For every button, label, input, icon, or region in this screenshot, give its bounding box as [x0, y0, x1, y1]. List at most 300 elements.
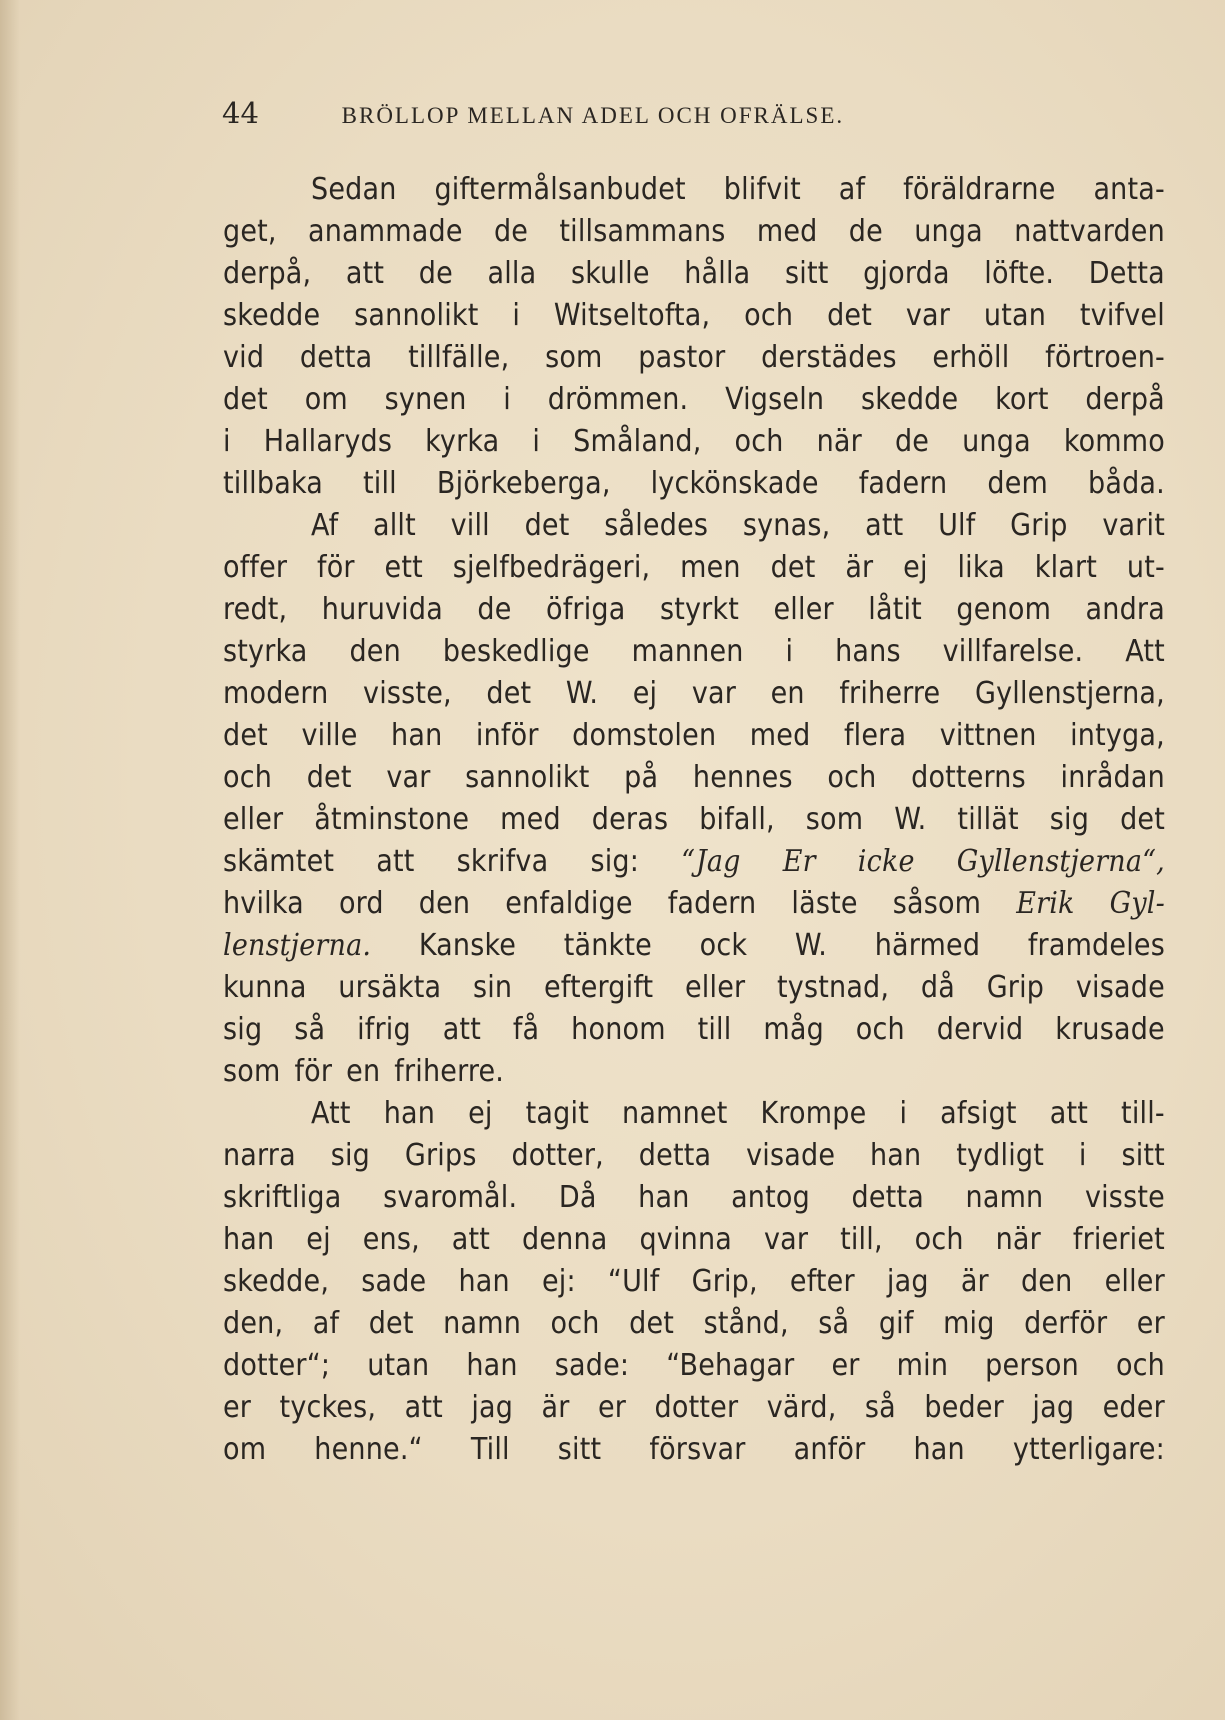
text-line [223, 253, 1165, 295]
word: sin [472, 970, 513, 1005]
word: som [545, 340, 603, 375]
word: Detta [1088, 256, 1165, 291]
text-line [223, 463, 1165, 505]
word: visste, [363, 676, 452, 711]
word: det [368, 1306, 414, 1341]
word: dotter [654, 1390, 739, 1425]
word: tystnad, [777, 970, 890, 1005]
word: pastor [638, 340, 726, 375]
word: vill [450, 508, 490, 543]
word: att [451, 1222, 491, 1257]
word: och [744, 298, 794, 333]
word: friherre [839, 676, 941, 711]
word: den, [223, 1306, 284, 1341]
word: dotter“; [223, 1348, 331, 1383]
word: nattvarden [1014, 214, 1165, 249]
word: allt [372, 508, 416, 543]
word: sannolikt [465, 760, 590, 795]
text-line [223, 1093, 1165, 1135]
word: med [756, 214, 818, 249]
word: så [818, 1306, 850, 1341]
word: antog [731, 1180, 810, 1215]
word: eller [685, 970, 746, 1005]
word: dotterns [911, 760, 1026, 795]
word: redt, [223, 592, 288, 627]
word: friherre. [394, 1054, 505, 1089]
word: ord [338, 886, 384, 921]
word: i [532, 424, 541, 459]
word: unga [962, 424, 1031, 459]
word: skedde, [223, 1264, 330, 1299]
word: läste [791, 886, 858, 921]
word: det [486, 676, 532, 711]
word: henne.“ [314, 1432, 423, 1467]
word: skulle [570, 256, 650, 291]
word: Gyllenstjerna, [974, 676, 1165, 711]
text-line [223, 211, 1165, 253]
word: derpå [1085, 382, 1165, 417]
word: han [458, 1264, 510, 1299]
word: sitt [1121, 1138, 1165, 1173]
word: är [845, 550, 874, 585]
text-line [223, 1345, 1165, 1387]
word: Krompe [760, 1096, 867, 1131]
word: det [629, 1306, 675, 1341]
word: jag [886, 1264, 929, 1299]
word: genom [956, 592, 1052, 627]
word: namn [443, 1306, 522, 1341]
word: Ulf [938, 508, 976, 543]
word: sade: [554, 1348, 630, 1383]
word: Witseltofta, [553, 298, 711, 333]
word: är [541, 1390, 570, 1425]
word: utan [367, 1348, 430, 1383]
word: qvinna [639, 1222, 733, 1257]
word: svaromål. [383, 1180, 518, 1215]
text-line [223, 337, 1165, 379]
word: W. [794, 928, 828, 963]
page-number: 44 [222, 96, 259, 130]
word: således [604, 508, 709, 543]
word: ej [306, 1222, 331, 1257]
word: sjelfbedrägeri, [452, 550, 651, 585]
text-line [223, 295, 1165, 337]
word: ett [384, 550, 423, 585]
text-line [223, 841, 1165, 883]
word: det [223, 718, 268, 753]
word: som [223, 1054, 281, 1089]
word: den [1020, 1264, 1073, 1299]
word: krusade [1055, 1012, 1165, 1047]
word: tillfälle, [408, 340, 510, 375]
word: dotter, [511, 1138, 604, 1173]
word: i [223, 424, 231, 459]
running-head [222, 96, 1042, 136]
word: i [899, 1096, 908, 1131]
word: det [306, 760, 352, 795]
text-line [223, 1219, 1165, 1261]
word: och [1115, 1348, 1165, 1383]
word: när [816, 424, 862, 459]
word: och [734, 424, 784, 459]
word: öfriga [546, 592, 626, 627]
word: om [223, 1432, 267, 1467]
word: få [512, 1012, 540, 1047]
word: sade [361, 1264, 427, 1299]
word: var [763, 1222, 809, 1257]
word: vid [223, 340, 265, 375]
word: eller [773, 592, 834, 627]
word: af [838, 172, 866, 207]
word: kort [995, 382, 1049, 417]
word: framdeles [1027, 928, 1165, 963]
text-line [223, 1429, 1165, 1471]
word: unga [914, 214, 983, 249]
word: båda. [1088, 466, 1165, 501]
word: på [624, 760, 659, 795]
word: skämtet [223, 844, 335, 879]
word: det [223, 382, 268, 417]
word: er [598, 1390, 627, 1425]
word: skedde [223, 298, 321, 333]
word: dervid [936, 1012, 1024, 1047]
word: er [223, 1390, 252, 1425]
word: dem [987, 466, 1049, 501]
text-line [223, 1303, 1165, 1345]
text-line [223, 169, 1165, 211]
word: Grip [986, 970, 1045, 1005]
word: det [827, 298, 873, 333]
word: W. [894, 802, 927, 837]
word: såsom [892, 886, 982, 921]
word: tillsammans [559, 214, 726, 249]
word: låtit [868, 592, 922, 627]
word: detta [299, 340, 373, 375]
word: var [691, 676, 737, 711]
word: ock [699, 928, 748, 963]
word: så [864, 1390, 896, 1425]
word: er [1136, 1306, 1165, 1341]
text-line [223, 1135, 1165, 1177]
word: derstädes [761, 340, 897, 375]
word: i [503, 382, 511, 417]
word: åtminstone [314, 802, 470, 837]
word: skriftliga [223, 1180, 342, 1215]
word: Gyllenstjerna“, [956, 844, 1165, 879]
word: är [960, 1264, 989, 1299]
word: blifvit [723, 172, 801, 207]
word: tillät [957, 802, 1019, 837]
word: en [346, 1054, 381, 1089]
word: min [896, 1348, 949, 1383]
word: sannolikt [354, 298, 479, 333]
word: honom [571, 1012, 666, 1047]
word: Att [311, 1096, 351, 1131]
word: ej [632, 676, 658, 711]
word: ifrig [357, 1012, 411, 1047]
text-line [223, 1009, 1165, 1051]
word: och [223, 760, 273, 795]
word: hvilka [223, 886, 304, 921]
word: jag [1032, 1390, 1075, 1425]
word: den [418, 886, 471, 921]
word: Erik [1016, 886, 1075, 921]
word: hennes [692, 760, 793, 795]
word: Gyl- [1109, 886, 1165, 921]
word: tänkte [563, 928, 652, 963]
text-line [223, 379, 1165, 421]
word: tillbaka [223, 466, 323, 501]
word: alla [487, 256, 537, 291]
word: sig [223, 1012, 263, 1047]
word: af [312, 1306, 340, 1341]
word: var [386, 760, 431, 795]
word: att [404, 1390, 443, 1425]
word: detta [638, 1138, 712, 1173]
word: för [294, 1054, 333, 1089]
word: afsigt [940, 1096, 1017, 1131]
word: det [524, 508, 570, 543]
word: visade [1075, 970, 1165, 1005]
word: den [349, 634, 401, 669]
gutter-shadow [0, 0, 20, 1720]
word: eftergift [543, 970, 654, 1005]
word: ens, [362, 1222, 420, 1257]
word: styrkt [659, 592, 740, 627]
running-title: BRÖLLOP MELLAN ADEL OCH OFRÄLSE. [341, 103, 845, 128]
word: han [223, 1222, 275, 1257]
word: Då [558, 1180, 597, 1215]
word: andra [1085, 592, 1165, 627]
word: visade [746, 1138, 836, 1173]
text-line [223, 589, 1165, 631]
word: sig: [590, 844, 640, 879]
word: kyrka [425, 424, 500, 459]
word: visste [1084, 1180, 1165, 1215]
word: tagit [525, 1096, 589, 1131]
word: offer [223, 550, 288, 585]
word: “Behagar [666, 1348, 795, 1383]
text-line [223, 967, 1165, 1009]
word: i [512, 298, 521, 333]
word: anför [793, 1432, 866, 1467]
word: och [827, 760, 877, 795]
word: lyckönskade [650, 466, 819, 501]
word: till [697, 1012, 732, 1047]
word: att [865, 508, 904, 543]
word: sig [1049, 802, 1090, 837]
word: var [905, 298, 951, 333]
word: ej: [541, 1264, 576, 1299]
word: get, [223, 214, 277, 249]
text-line [223, 505, 1165, 547]
word: icke [857, 844, 915, 879]
text-line [223, 1261, 1165, 1303]
word: värd, [766, 1390, 837, 1425]
word: varit [1102, 508, 1165, 543]
word: mig [943, 1306, 995, 1341]
text-line [223, 799, 1165, 841]
word: sitt [557, 1432, 602, 1467]
word: anammade [307, 214, 463, 249]
word: han [870, 1138, 922, 1173]
word: domstolen [572, 718, 717, 753]
text-line [223, 631, 1165, 673]
word: med [500, 802, 561, 837]
word: ville [301, 718, 358, 753]
word: utan [983, 298, 1047, 333]
word: och [550, 1306, 600, 1341]
word: person [985, 1348, 1079, 1383]
word: Björkeberga, [436, 466, 611, 501]
text-line [223, 547, 1165, 589]
word: kunna [223, 970, 307, 1005]
word: derpå, [223, 256, 312, 291]
word: lika [957, 550, 1005, 585]
word: mannen [631, 634, 744, 669]
word: förtroen- [1045, 340, 1165, 375]
word: fadern [667, 886, 757, 921]
word: att [376, 844, 415, 879]
word: inrådan [1060, 760, 1165, 795]
word: kommo [1063, 424, 1165, 459]
word: er [831, 1348, 860, 1383]
word: Att [1125, 634, 1165, 669]
word: gjorda [863, 256, 950, 291]
word: att [345, 256, 385, 291]
word: han [638, 1180, 690, 1215]
word: Till [470, 1432, 510, 1467]
word: försvar [649, 1432, 746, 1467]
word: de [848, 214, 883, 249]
word: till, [840, 1222, 883, 1257]
word: tydligt [956, 1138, 1045, 1173]
word: frieriet [1072, 1222, 1165, 1257]
word: måg [763, 1012, 824, 1047]
word: som [805, 802, 864, 837]
word: giftermålsanbudet [434, 172, 686, 207]
word: derför [1024, 1306, 1108, 1341]
word: och [914, 1222, 964, 1257]
word: eller [223, 802, 284, 837]
word: “Ulf [607, 1264, 660, 1299]
word: namnet [622, 1096, 728, 1131]
word: eller [1104, 1264, 1165, 1299]
word: Hallaryds [263, 424, 393, 459]
word: sitt [785, 256, 829, 291]
word: enfaldige [505, 886, 633, 921]
word: de [418, 256, 453, 291]
word: bifall, [699, 802, 775, 837]
word: Grips [404, 1138, 477, 1173]
word: villfarelse. [942, 634, 1084, 669]
word: de [477, 592, 512, 627]
word: en [770, 676, 805, 711]
word: för [317, 550, 355, 585]
body-text [223, 169, 1165, 1471]
word: huruvida [321, 592, 443, 627]
word: med [749, 718, 811, 753]
word: efter [789, 1264, 855, 1299]
word: synas, [742, 508, 831, 543]
word: Grip [1010, 508, 1068, 543]
word: ej [468, 1096, 493, 1131]
word: till [362, 466, 397, 501]
word: Sedan [311, 172, 397, 207]
word: så [294, 1012, 326, 1047]
word: Vigseln [725, 382, 825, 417]
word: deras [591, 802, 669, 837]
word: han [913, 1432, 965, 1467]
word: ytterligare: [1012, 1432, 1165, 1467]
word: ursäkta [338, 970, 442, 1005]
word: erhöll [932, 340, 1010, 375]
word: att [1049, 1096, 1089, 1131]
word: hans [835, 634, 901, 669]
word: tvifvel [1079, 298, 1165, 333]
word: till- [1121, 1096, 1165, 1131]
text-line [223, 925, 1165, 967]
text-line [223, 1177, 1165, 1219]
word: Er [782, 844, 816, 879]
word: Kanske [418, 928, 517, 963]
word: han [383, 1096, 436, 1131]
word: flera [843, 718, 907, 753]
word: det [770, 550, 816, 585]
word: Grip, [691, 1264, 758, 1299]
word: beskedlige [442, 634, 590, 669]
word: när [995, 1222, 1041, 1257]
word: Af [311, 508, 339, 543]
text-line [223, 757, 1165, 799]
word: lenstjerna. [223, 928, 372, 963]
word: “Jag [681, 844, 741, 879]
word: de [493, 214, 529, 249]
word: han [466, 1348, 518, 1383]
text-line [223, 715, 1165, 757]
word: narra [223, 1138, 296, 1173]
word: föräldrarne [903, 172, 1056, 207]
word: intyga, [1070, 718, 1165, 753]
word: om [304, 382, 348, 417]
word: det [1120, 802, 1165, 837]
word: ut- [1126, 550, 1165, 585]
word: och [855, 1012, 905, 1047]
text-line [223, 673, 1165, 715]
word: men [680, 550, 741, 585]
word: härmed [874, 928, 981, 963]
word: i [1078, 1138, 1087, 1173]
word: styrka [223, 634, 308, 669]
word: klart [1034, 550, 1098, 585]
word: han [391, 718, 443, 753]
word: synen [384, 382, 467, 417]
word: vittnen [939, 718, 1037, 753]
word: ej [903, 550, 928, 585]
text-line [223, 883, 1165, 925]
word: löfte. [984, 256, 1055, 291]
word: då [920, 970, 955, 1005]
word: gif [878, 1306, 914, 1341]
word: eder [1102, 1390, 1165, 1425]
text-line [223, 1051, 1165, 1093]
word: skedde [860, 382, 959, 417]
word: att [442, 1012, 481, 1047]
word: de [894, 424, 930, 459]
word: stånd, [703, 1306, 789, 1341]
word: beder [924, 1390, 1004, 1425]
word: tyckes, [279, 1390, 377, 1425]
